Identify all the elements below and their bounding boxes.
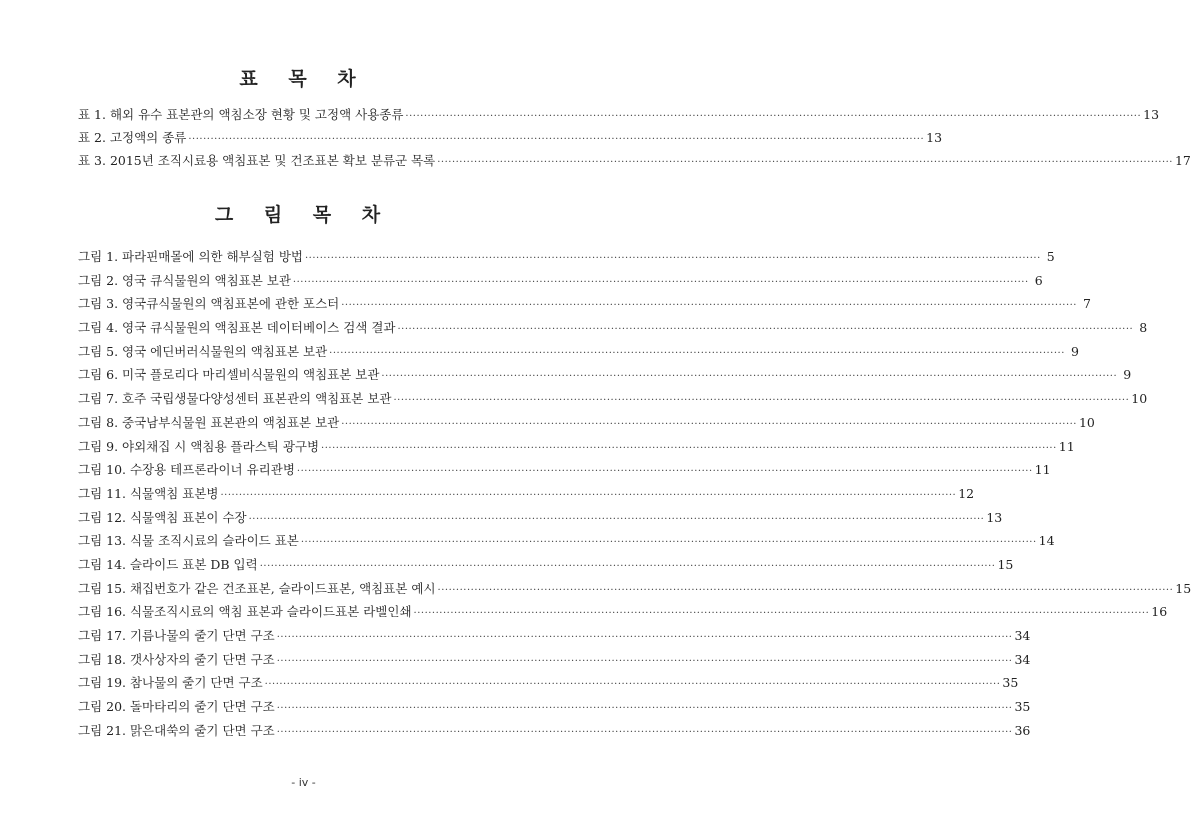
- figure-entry-label: 그림 17. 기름나물의 줄기 단면 구조: [78, 628, 275, 643]
- figure-entry-page: 34: [1014, 628, 1031, 643]
- dot-leader: ········································································································································································································: [188, 134, 925, 145]
- figure-entry-page: 7: [1083, 296, 1091, 312]
- figure-entry-label: 그림 3. 영국큐식물원의 액침표본에 관한 포스터: [78, 296, 340, 312]
- dot-leader: ········································································································································································································: [259, 560, 996, 572]
- figure-entry-label: 그림 16. 식물조직시료의 액침 표본과 슬라이드표본 라벨인쇄: [78, 604, 412, 620]
- figure-entry-label: 그림 18. 갯사상자의 줄기 단면 구조: [78, 651, 275, 667]
- dot-leader: ········································································································································································································: [393, 395, 1130, 407]
- figure-entry[interactable]: [78, 484, 975, 508]
- table-entry-page: 13: [1143, 107, 1160, 122]
- figure-entry-page: 16: [1151, 604, 1168, 620]
- figure-entry[interactable]: [78, 318, 1148, 342]
- dot-leader: ········································································································································································································: [329, 347, 1065, 359]
- tables-toc-title: 표 목 차: [239, 68, 368, 90]
- figure-entry-label: 그림 20. 돌마타리의 줄기 단면 구조: [78, 699, 275, 715]
- figures-toc-list: [78, 247, 1191, 744]
- table-entry[interactable]: [78, 128, 943, 151]
- dot-leader: ········································································································································································································: [276, 655, 1013, 667]
- figure-entry-label: 그림 15. 채집번호가 같은 건조표본, 슬라이드표본, 액침표본 예시: [78, 580, 436, 596]
- dot-leader: ········································································································································································································: [321, 442, 1057, 454]
- figure-entry-label: 그림 12. 식물액침 표본이 수장: [78, 509, 247, 525]
- figure-entry-page: 10: [1078, 414, 1095, 430]
- figure-entry-page: 9: [1123, 367, 1132, 383]
- table-entry[interactable]: [78, 151, 1191, 174]
- figure-entry-page: 36: [1014, 722, 1031, 738]
- figure-entry-page: 11: [1058, 438, 1075, 454]
- table-entry-label: 표 2. 고정액의 종류: [78, 130, 187, 145]
- dot-leader: ········································································································································································································: [300, 537, 1037, 549]
- figure-entry-label: 그림 8. 중국남부식물원 표본관의 액침표본 보관: [78, 414, 340, 430]
- figure-entry[interactable]: [78, 413, 1095, 437]
- dot-leader: ········································································································································································································: [437, 584, 1174, 596]
- dot-leader: ········································································································································································································: [305, 253, 1041, 264]
- figure-entry[interactable]: [78, 508, 1003, 532]
- figure-entry-page: 35: [1002, 675, 1019, 691]
- figure-entry-label: 그림 6. 미국 플로리다 마리셀비식물원의 액침표본 보관: [78, 367, 380, 383]
- table-entry-page: 13: [926, 130, 943, 145]
- figure-entry[interactable]: [78, 602, 1168, 626]
- figure-entry-label: 그림 21. 맑은대쑥의 줄기 단면 구조: [78, 722, 275, 738]
- figure-entry[interactable]: [78, 721, 1031, 745]
- figure-entry-page: 13: [986, 509, 1003, 525]
- dot-leader: ········································································································································································································: [264, 679, 1001, 691]
- figure-entry-page: 34: [1014, 651, 1031, 667]
- figure-entry-label: 그림 5. 영국 에딘버러식물원의 액침표본 보관: [78, 343, 328, 359]
- table-entry[interactable]: [78, 105, 1160, 128]
- figure-entry[interactable]: [78, 247, 1055, 271]
- figure-entry[interactable]: [78, 294, 1091, 318]
- figure-entry[interactable]: [78, 697, 1031, 721]
- dot-leader: ········································································································································································································: [405, 111, 1142, 122]
- figure-entry-label: 그림 7. 호주 국립생물다양성센터 표본관의 액침표본 보관: [78, 391, 392, 407]
- dot-leader: ········································································································································································································: [276, 632, 1013, 643]
- figure-entry-page: 6: [1034, 272, 1043, 288]
- figure-entry-label: 그림 11. 식물액침 표본병: [78, 485, 219, 501]
- table-entry-label: 표 1. 해외 유수 표본관의 액침소장 현황 및 고정액 사용종류: [78, 107, 404, 122]
- figure-entry-label: 그림 10. 수장용 테프론라이너 유리관병: [78, 462, 295, 478]
- figure-entry-page: 9: [1070, 343, 1079, 359]
- figure-entry[interactable]: [78, 673, 1019, 697]
- dot-leader: ········································································································································································································: [437, 157, 1173, 168]
- dot-leader: ········································································································································································································: [381, 371, 1118, 383]
- figure-entry[interactable]: [78, 531, 1055, 555]
- figure-entry-label: 그림 19. 참나물의 줄기 단면 구조: [78, 675, 263, 691]
- dot-leader: ········································································································································································································: [220, 489, 957, 501]
- figure-entry[interactable]: [78, 555, 1014, 579]
- figure-entry-page: 12: [958, 485, 975, 501]
- dot-leader: ········································································································································································································: [341, 418, 1077, 430]
- figure-entry[interactable]: [78, 460, 1051, 484]
- dot-leader: ········································································································································································································: [292, 276, 1029, 288]
- table-entry-label: 표 3. 2015년 조직시료용 액침표본 및 건조표본 확보 분류군 목록: [78, 153, 436, 168]
- dot-leader: ········································································································································································································: [276, 726, 1013, 738]
- figure-entry[interactable]: [78, 579, 1191, 603]
- dot-leader: ········································································································································································································: [413, 608, 1150, 620]
- tables-toc-list: [78, 105, 1191, 174]
- figure-entry-page: 5: [1046, 249, 1055, 264]
- dot-leader: ········································································································································································································: [276, 703, 1013, 715]
- figure-entry-page: 14: [1038, 533, 1055, 549]
- figure-entry[interactable]: [78, 271, 1043, 295]
- dot-leader: ········································································································································································································: [341, 300, 1077, 312]
- figure-entry-page: 10: [1131, 391, 1148, 407]
- figure-entry-label: 그림 14. 슬라이드 표본 DB 입력: [78, 556, 258, 572]
- figure-entry-label: 그림 1. 파라핀매몰에 의한 해부실험 방법: [78, 249, 303, 264]
- figure-entry[interactable]: [78, 437, 1075, 461]
- figure-entry[interactable]: [78, 365, 1132, 389]
- figure-entry-label: 그림 2. 영국 큐식물원의 액침표본 보관: [78, 272, 291, 288]
- figure-entry-label: 그림 13. 식물 조직시료의 슬라이드 표본: [78, 533, 299, 549]
- figure-entry-page: 8: [1139, 320, 1148, 336]
- figure-entry-page: 11: [1034, 462, 1051, 478]
- dot-leader: ········································································································································································································: [248, 513, 985, 525]
- figure-entry-page: 15: [1175, 580, 1191, 596]
- figure-entry[interactable]: [78, 650, 1031, 674]
- dot-leader: ········································································································································································································: [296, 466, 1033, 478]
- dot-leader: ········································································································································································································: [397, 324, 1134, 336]
- figure-entry[interactable]: [78, 389, 1148, 413]
- figure-entry-label: 그림 4. 영국 큐식물원의 액침표본 데이터베이스 검색 결과: [78, 320, 396, 336]
- figure-entry-page: 35: [1014, 699, 1031, 715]
- figure-entry[interactable]: [78, 626, 1031, 650]
- figure-entry-page: 15: [997, 556, 1014, 572]
- figures-toc-title: 그 림 목 차: [214, 204, 393, 226]
- page-footer-number: - iv -: [291, 776, 316, 789]
- figure-entry-label: 그림 9. 야외채집 시 액침용 플라스틱 광구병: [78, 438, 320, 454]
- table-entry-page: 17: [1174, 153, 1191, 168]
- figure-entry[interactable]: [78, 342, 1079, 366]
